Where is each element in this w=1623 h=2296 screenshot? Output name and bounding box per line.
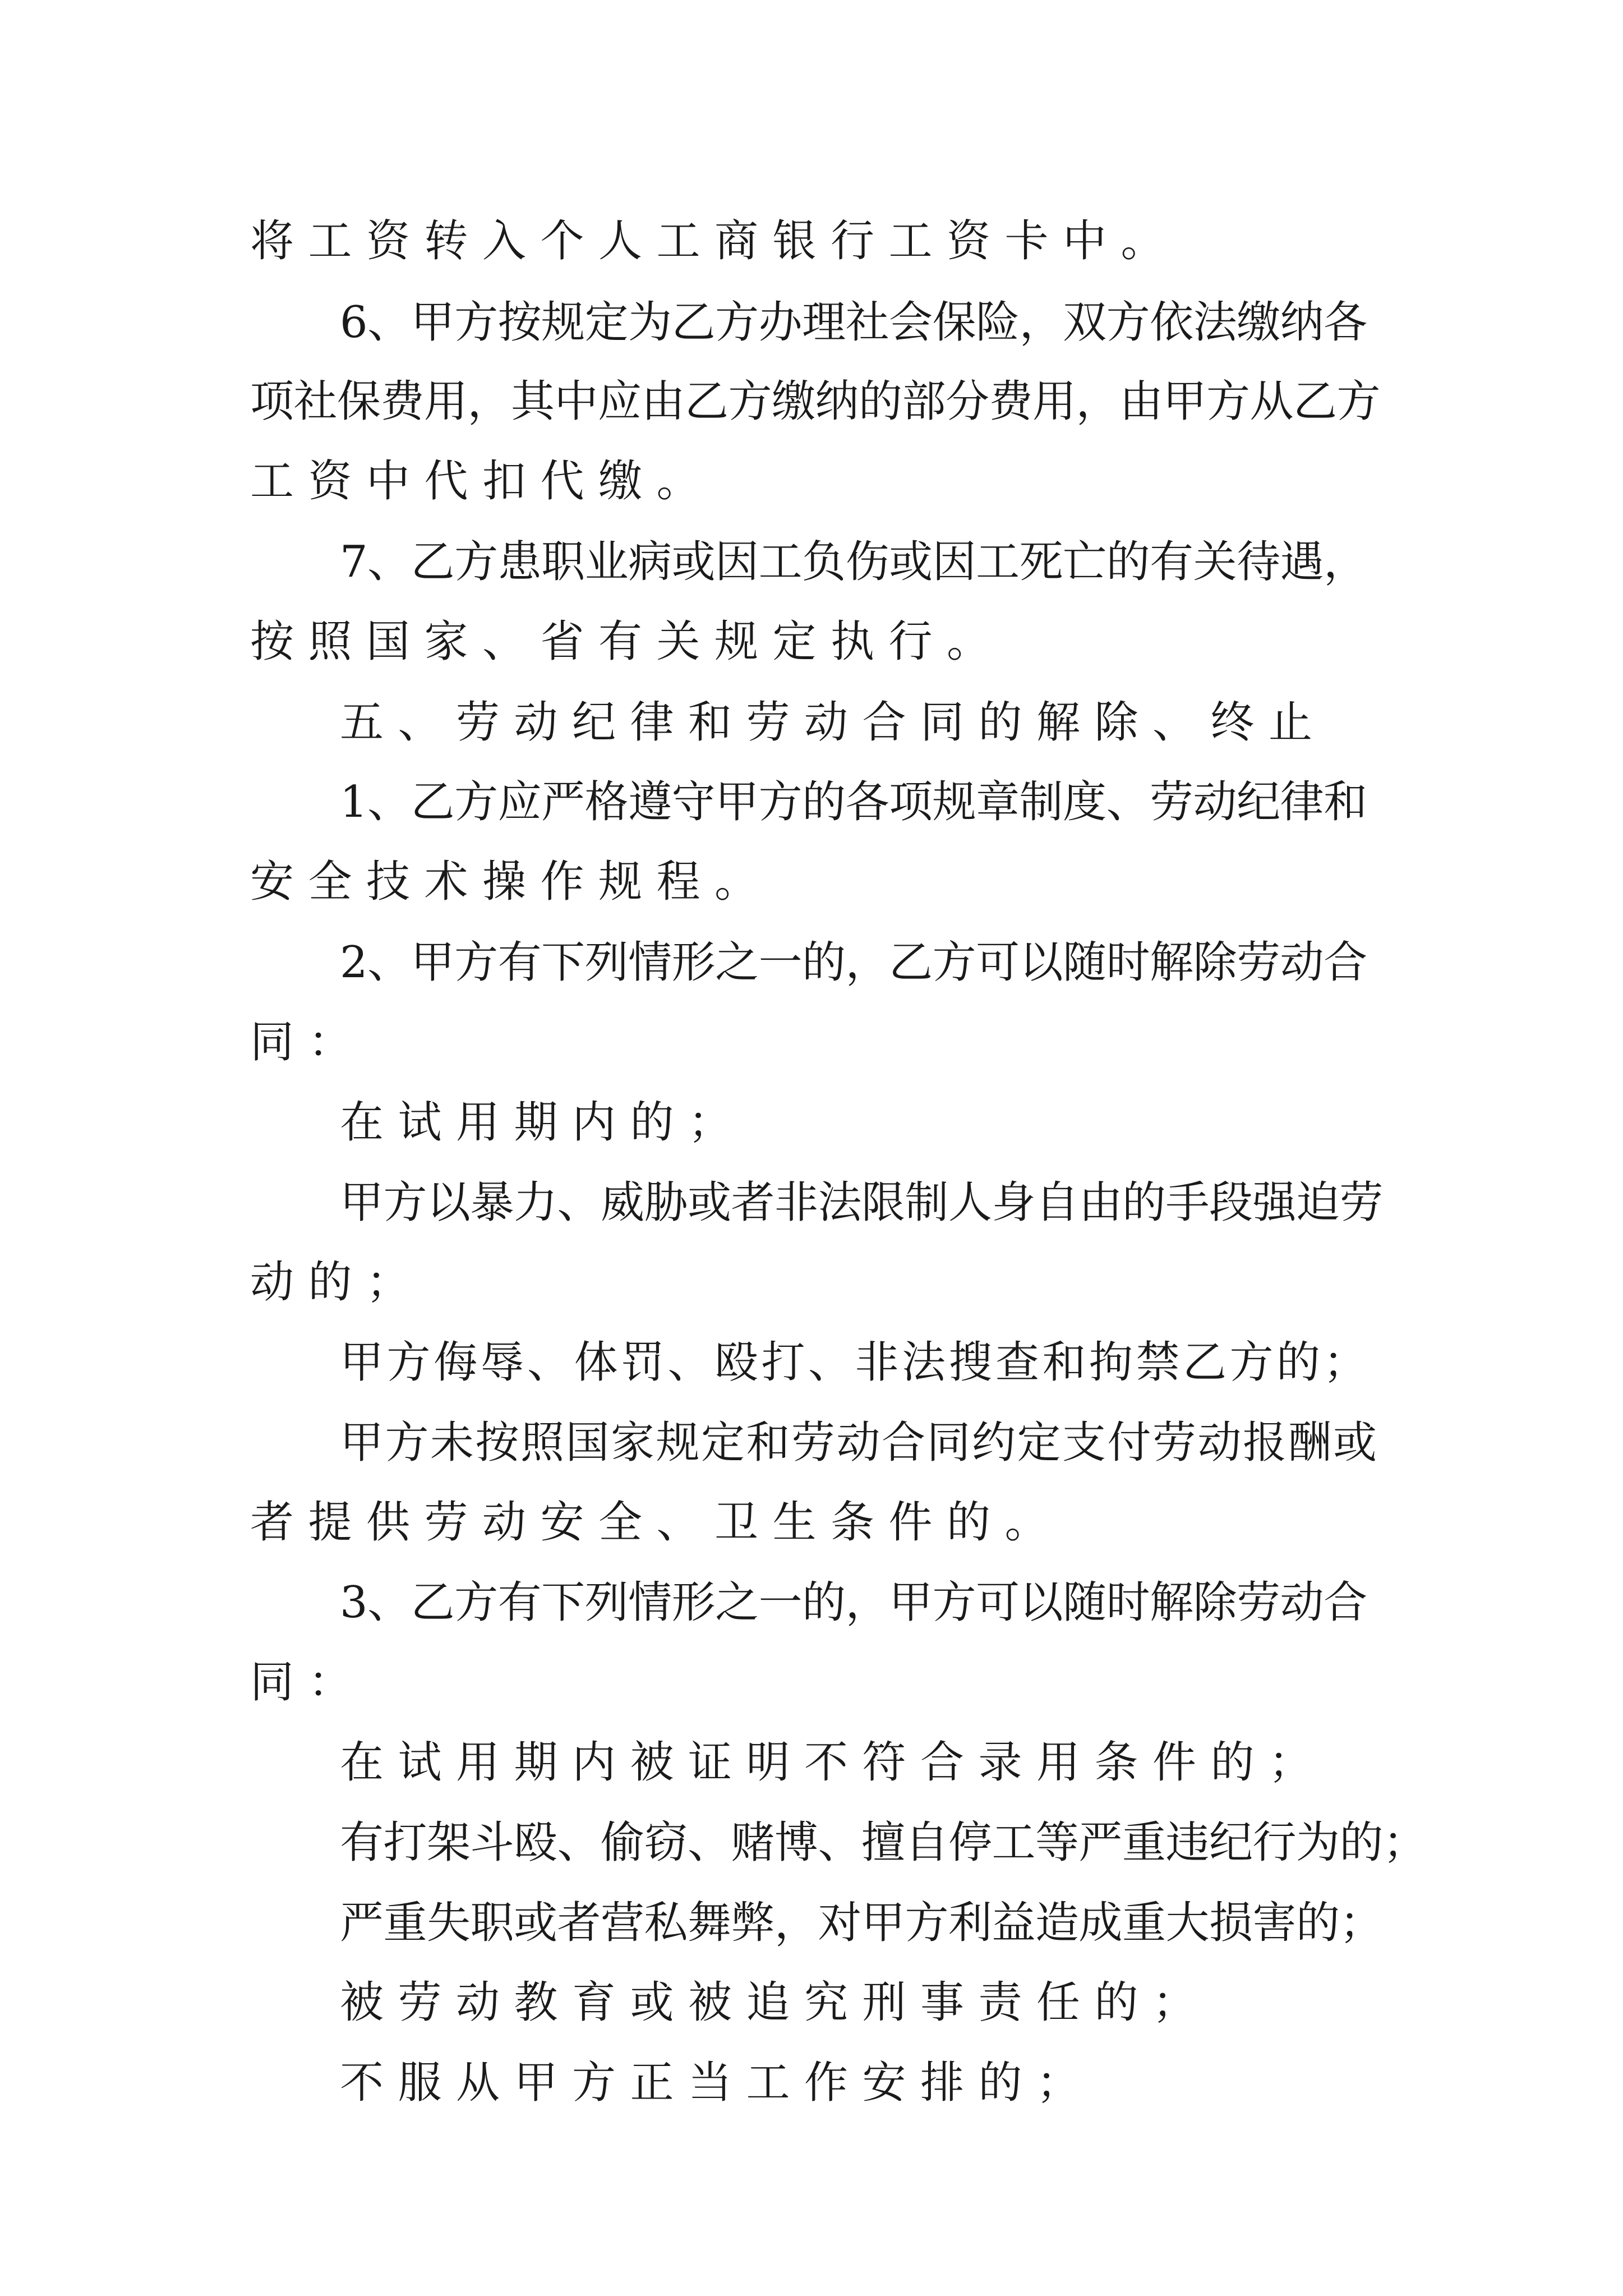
text-line: 1、乙方应严格遵守甲方的各项规章制度、劳动纪律和 bbox=[340, 777, 1367, 827]
text-line: 严重失职或者营私舞弊，对甲方利益造成重大损害的； bbox=[340, 1898, 1384, 1948]
text-line: 2、甲方有下列情形之一的，乙方可以随时解除劳动合 bbox=[340, 937, 1367, 988]
text-line: 动的； bbox=[250, 1257, 425, 1308]
text-line: 按照国家、省有关规定执行。 bbox=[250, 616, 1005, 667]
text-line: 者提供劳动安全、卫生条件的。 bbox=[250, 1497, 1063, 1548]
text-line: 工资中代扣代缴。 bbox=[250, 456, 715, 507]
text-line: 有打架斗殴、偷窃、赌博、擅自停工等严重违纪行为的； bbox=[340, 1818, 1427, 1868]
text-line: 同： bbox=[250, 1017, 367, 1068]
text-line: 6、甲方按规定为乙方办理社会保险，双方依法缴纳各 bbox=[340, 297, 1367, 348]
text-line: 甲方侮辱、体罚、殴打、非法搜查和拘禁乙方的； bbox=[340, 1337, 1371, 1388]
text-line: 在试用期内被证明不符合录用条件的； bbox=[340, 1737, 1327, 1788]
text-line: 将工资转入个人工商银行工资卡中。 bbox=[250, 216, 1179, 266]
text-line: 7、乙方患职业病或因工负伤或因工死亡的有关待遇， bbox=[340, 537, 1367, 587]
text-line: 项社保费用，其中应由乙方缴纳的部分费用，由甲方从乙方 bbox=[250, 376, 1381, 427]
text-line: 同： bbox=[250, 1657, 367, 1708]
text-line: 安全技术操作规程。 bbox=[250, 857, 773, 907]
text-line: 被劳动教育或被追究刑事责任的； bbox=[340, 1977, 1211, 2028]
text-line: 在试用期内的； bbox=[340, 1097, 746, 1148]
text-line: 甲方以暴力、威胁或者非法限制人身自由的手段强迫劳 bbox=[340, 1177, 1384, 1228]
text-line: 不服从甲方正当工作安排的； bbox=[340, 2058, 1095, 2108]
text-line: 3、乙方有下列情形之一的，甲方可以随时解除劳动合 bbox=[340, 1577, 1367, 1628]
text-line: 甲方未按照国家规定和劳动合同约定支付劳动报酬或 bbox=[340, 1418, 1378, 1468]
section-heading: 五、劳动纪律和劳动合同的解除、终止 bbox=[340, 697, 1327, 748]
